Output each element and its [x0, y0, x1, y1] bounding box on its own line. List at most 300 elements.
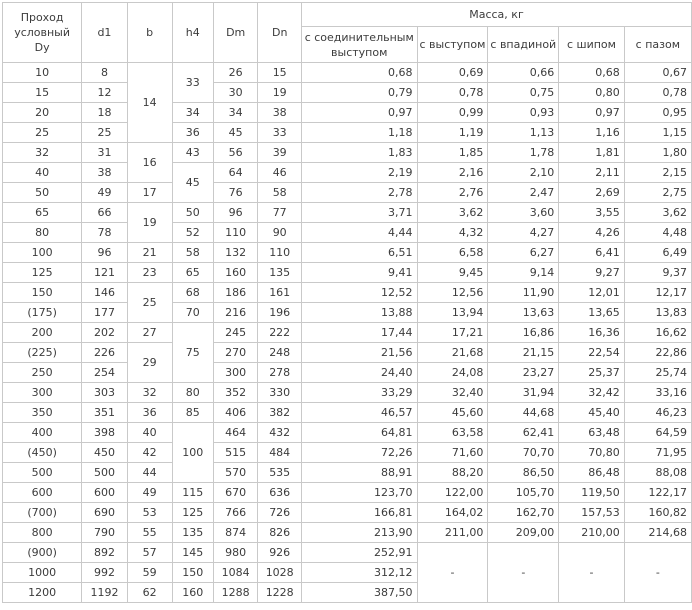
mass-cell: 4,26 — [559, 223, 625, 243]
dy-cell: 800 — [3, 523, 82, 543]
dy-cell: (700) — [3, 503, 82, 523]
dm-cell: 980 — [213, 543, 258, 563]
table-row — [3, 63, 692, 83]
mass-cell: 164,02 — [417, 503, 488, 523]
mass-cell: 312,12 — [301, 563, 417, 583]
mass-cell: 13,94 — [417, 303, 488, 323]
mass-cell: 210,00 — [559, 523, 625, 543]
dn-cell: 161 — [258, 283, 302, 303]
d1-cell: 992 — [82, 563, 127, 583]
dn-cell: 278 — [258, 363, 302, 383]
dm-cell: 30 — [213, 83, 258, 103]
dm-cell: 874 — [213, 523, 258, 543]
dn-cell: 196 — [258, 303, 302, 323]
mass-cell: 31,94 — [488, 383, 559, 403]
dy-cell: 150 — [3, 283, 82, 303]
mass-cell: 44,68 — [488, 403, 559, 423]
dy-cell: 15 — [3, 83, 82, 103]
mass-cell: 119,50 — [559, 483, 625, 503]
mass-cell: 2,10 — [488, 163, 559, 183]
b-cell: 44 — [127, 463, 172, 483]
h4-cell: 80 — [172, 383, 213, 403]
mass-cell: 46,57 — [301, 403, 417, 423]
h4-cell: 45 — [172, 163, 213, 203]
mass-cell: 6,49 — [624, 243, 691, 263]
dm-cell: 1084 — [213, 563, 258, 583]
dn-cell: 636 — [258, 483, 302, 503]
mass-cell: 0,79 — [301, 83, 417, 103]
dm-cell: 515 — [213, 443, 258, 463]
dy-cell: 65 — [3, 203, 82, 223]
mass-cell: 1,18 — [301, 123, 417, 143]
dm-cell: 570 — [213, 463, 258, 483]
mass-cell: 88,20 — [417, 463, 488, 483]
dm-cell: 160 — [213, 263, 258, 283]
dm-cell: 34 — [213, 103, 258, 123]
table-row — [3, 143, 692, 163]
h4-cell: 85 — [172, 403, 213, 423]
dy-cell: 20 — [3, 103, 82, 123]
b-cell: 19 — [127, 203, 172, 243]
dy-cell: (900) — [3, 543, 82, 563]
dn-cell: 726 — [258, 503, 302, 523]
h4-cell: 70 — [172, 303, 213, 323]
dy-cell: (175) — [3, 303, 82, 323]
d1-cell: 18 — [82, 103, 127, 123]
dm-cell: 1288 — [213, 583, 258, 603]
mass-blank-cell: - — [624, 543, 691, 603]
dy-cell: 400 — [3, 423, 82, 443]
mass-cell: 13,65 — [559, 303, 625, 323]
mass-cell: 0,97 — [559, 103, 625, 123]
mass-cell: 9,37 — [624, 263, 691, 283]
table-row — [3, 243, 692, 263]
mass-cell: 166,81 — [301, 503, 417, 523]
d1-cell: 96 — [82, 243, 127, 263]
header-mass-ledge: с выступом — [417, 27, 488, 63]
h4-cell: 50 — [172, 203, 213, 223]
dm-cell: 132 — [213, 243, 258, 263]
mass-cell: 0,93 — [488, 103, 559, 123]
table-row — [3, 123, 692, 143]
mass-cell: 64,81 — [301, 423, 417, 443]
mass-cell: 62,41 — [488, 423, 559, 443]
d1-cell: 303 — [82, 383, 127, 403]
mass-cell: 11,90 — [488, 283, 559, 303]
d1-cell: 351 — [82, 403, 127, 423]
b-cell: 32 — [127, 383, 172, 403]
d1-cell: 254 — [82, 363, 127, 383]
dy-cell: 40 — [3, 163, 82, 183]
dm-cell: 216 — [213, 303, 258, 323]
h4-cell: 68 — [172, 283, 213, 303]
header-mass-connecting-ledge: с соединительным выступом — [301, 27, 417, 63]
mass-cell: 252,91 — [301, 543, 417, 563]
mass-cell: 105,70 — [488, 483, 559, 503]
mass-cell: 71,95 — [624, 443, 691, 463]
h4-cell: 52 — [172, 223, 213, 243]
mass-cell: 2,11 — [559, 163, 625, 183]
mass-cell: 25,37 — [559, 363, 625, 383]
mass-cell: 9,41 — [301, 263, 417, 283]
b-cell: 29 — [127, 343, 172, 383]
dm-cell: 270 — [213, 343, 258, 363]
mass-cell: 32,42 — [559, 383, 625, 403]
mass-cell: 32,40 — [417, 383, 488, 403]
b-cell: 16 — [127, 143, 172, 183]
dn-cell: 484 — [258, 443, 302, 463]
mass-cell: 25,74 — [624, 363, 691, 383]
mass-cell: 33,29 — [301, 383, 417, 403]
mass-cell: 13,88 — [301, 303, 417, 323]
mass-cell: 24,40 — [301, 363, 417, 383]
mass-cell: 21,56 — [301, 343, 417, 363]
b-cell: 14 — [127, 63, 172, 143]
mass-cell: 1,81 — [559, 143, 625, 163]
dn-cell: 432 — [258, 423, 302, 443]
table-row — [3, 323, 692, 343]
table-row — [3, 423, 692, 443]
mass-blank-cell: - — [488, 543, 559, 603]
d1-cell: 121 — [82, 263, 127, 283]
mass-cell: 0,99 — [417, 103, 488, 123]
table-row — [3, 363, 692, 383]
b-cell: 21 — [127, 243, 172, 263]
mass-cell: 211,00 — [417, 523, 488, 543]
mass-cell: 213,90 — [301, 523, 417, 543]
mass-cell: 12,01 — [559, 283, 625, 303]
h4-cell: 100 — [172, 423, 213, 483]
dy-cell: 25 — [3, 123, 82, 143]
mass-cell: 9,45 — [417, 263, 488, 283]
dm-cell: 245 — [213, 323, 258, 343]
dy-cell: 32 — [3, 143, 82, 163]
table-row — [3, 383, 692, 403]
mass-cell: 16,36 — [559, 323, 625, 343]
mass-cell: 33,16 — [624, 383, 691, 403]
d1-cell: 226 — [82, 343, 127, 363]
d1-cell: 146 — [82, 283, 127, 303]
table-row — [3, 103, 692, 123]
mass-blank-cell: - — [559, 543, 625, 603]
mass-cell: 88,08 — [624, 463, 691, 483]
d1-cell: 8 — [82, 63, 127, 83]
mass-cell: 2,69 — [559, 183, 625, 203]
table-body — [3, 63, 692, 603]
b-cell: 55 — [127, 523, 172, 543]
dn-cell: 135 — [258, 263, 302, 283]
h4-cell: 33 — [172, 63, 213, 103]
h4-cell: 34 — [172, 103, 213, 123]
mass-cell: 0,67 — [624, 63, 691, 83]
mass-cell: 4,32 — [417, 223, 488, 243]
dm-cell: 670 — [213, 483, 258, 503]
mass-cell: 21,15 — [488, 343, 559, 363]
mass-cell: 387,50 — [301, 583, 417, 603]
mass-cell: 24,08 — [417, 363, 488, 383]
table-row — [3, 283, 692, 303]
d1-cell: 202 — [82, 323, 127, 343]
mass-cell: 122,17 — [624, 483, 691, 503]
dn-cell: 926 — [258, 543, 302, 563]
dn-cell: 77 — [258, 203, 302, 223]
dy-cell: 125 — [3, 263, 82, 283]
dm-cell: 56 — [213, 143, 258, 163]
mass-cell: 122,00 — [417, 483, 488, 503]
dy-cell: 80 — [3, 223, 82, 243]
mass-cell: 0,68 — [559, 63, 625, 83]
dn-cell: 46 — [258, 163, 302, 183]
b-cell: 36 — [127, 403, 172, 423]
dm-cell: 110 — [213, 223, 258, 243]
b-cell: 62 — [127, 583, 172, 603]
d1-cell: 500 — [82, 463, 127, 483]
dm-cell: 26 — [213, 63, 258, 83]
dn-cell: 535 — [258, 463, 302, 483]
mass-cell: 86,48 — [559, 463, 625, 483]
table-row — [3, 203, 692, 223]
dn-cell: 382 — [258, 403, 302, 423]
header-h4: h4 — [172, 3, 213, 63]
mass-cell: 0,69 — [417, 63, 488, 83]
header-row-top — [3, 3, 692, 27]
mass-cell: 4,48 — [624, 223, 691, 243]
mass-blank-cell: - — [417, 543, 488, 603]
dy-cell: 100 — [3, 243, 82, 263]
dm-cell: 96 — [213, 203, 258, 223]
mass-cell: 6,27 — [488, 243, 559, 263]
table-row — [3, 83, 692, 103]
mass-cell: 0,78 — [624, 83, 691, 103]
mass-cell: 214,68 — [624, 523, 691, 543]
d1-cell: 25 — [82, 123, 127, 143]
mass-cell: 162,70 — [488, 503, 559, 523]
mass-cell: 1,78 — [488, 143, 559, 163]
mass-cell: 9,14 — [488, 263, 559, 283]
table-row — [3, 403, 692, 423]
dm-cell: 352 — [213, 383, 258, 403]
h4-cell: 145 — [172, 543, 213, 563]
table-row — [3, 463, 692, 483]
table-row — [3, 523, 692, 543]
dm-cell: 464 — [213, 423, 258, 443]
mass-cell: 17,21 — [417, 323, 488, 343]
dy-cell: 1000 — [3, 563, 82, 583]
mass-cell: 3,55 — [559, 203, 625, 223]
dn-cell: 19 — [258, 83, 302, 103]
mass-cell: 12,17 — [624, 283, 691, 303]
table-row — [3, 303, 692, 323]
h4-cell: 115 — [172, 483, 213, 503]
mass-cell: 2,47 — [488, 183, 559, 203]
mass-cell: 4,44 — [301, 223, 417, 243]
mass-cell: 1,13 — [488, 123, 559, 143]
dm-cell: 45 — [213, 123, 258, 143]
mass-cell: 2,75 — [624, 183, 691, 203]
mass-cell: 3,62 — [624, 203, 691, 223]
mass-cell: 0,78 — [417, 83, 488, 103]
h4-cell: 43 — [172, 143, 213, 163]
mass-cell: 1,19 — [417, 123, 488, 143]
table-row — [3, 503, 692, 523]
table-row — [3, 443, 692, 463]
mass-cell: 13,63 — [488, 303, 559, 323]
b-cell: 59 — [127, 563, 172, 583]
d1-cell: 78 — [82, 223, 127, 243]
mass-cell: 1,16 — [559, 123, 625, 143]
mass-cell: 157,53 — [559, 503, 625, 523]
table-row — [3, 223, 692, 243]
mass-cell: 3,60 — [488, 203, 559, 223]
mass-cell: 45,60 — [417, 403, 488, 423]
mass-cell: 209,00 — [488, 523, 559, 543]
dy-cell: 350 — [3, 403, 82, 423]
mass-cell: 9,27 — [559, 263, 625, 283]
mass-cell: 86,50 — [488, 463, 559, 483]
mass-cell: 46,23 — [624, 403, 691, 423]
b-cell: 27 — [127, 323, 172, 343]
dn-cell: 1228 — [258, 583, 302, 603]
dn-cell: 826 — [258, 523, 302, 543]
dn-cell: 38 — [258, 103, 302, 123]
mass-cell: 72,26 — [301, 443, 417, 463]
b-cell: 23 — [127, 263, 172, 283]
header-mass-groove: с пазом — [624, 27, 691, 63]
dm-cell: 76 — [213, 183, 258, 203]
d1-cell: 12 — [82, 83, 127, 103]
mass-cell: 1,83 — [301, 143, 417, 163]
d1-cell: 892 — [82, 543, 127, 563]
mass-cell: 2,15 — [624, 163, 691, 183]
d1-cell: 49 — [82, 183, 127, 203]
dy-cell: 200 — [3, 323, 82, 343]
mass-cell: 63,48 — [559, 423, 625, 443]
dn-cell: 248 — [258, 343, 302, 363]
dn-cell: 39 — [258, 143, 302, 163]
mass-cell: 1,15 — [624, 123, 691, 143]
dy-cell: 250 — [3, 363, 82, 383]
mass-cell: 70,70 — [488, 443, 559, 463]
dn-cell: 110 — [258, 243, 302, 263]
dy-cell: 600 — [3, 483, 82, 503]
dy-cell: 300 — [3, 383, 82, 403]
b-cell: 25 — [127, 283, 172, 323]
mass-cell: 6,41 — [559, 243, 625, 263]
mass-cell: 1,85 — [417, 143, 488, 163]
mass-cell: 23,27 — [488, 363, 559, 383]
mass-cell: 2,19 — [301, 163, 417, 183]
dm-cell: 186 — [213, 283, 258, 303]
mass-cell: 0,68 — [301, 63, 417, 83]
h4-cell: 160 — [172, 583, 213, 603]
header-dm: Dm — [213, 3, 258, 63]
dn-cell: 15 — [258, 63, 302, 83]
h4-cell: 150 — [172, 563, 213, 583]
h4-cell: 58 — [172, 243, 213, 263]
mass-cell: 1,80 — [624, 143, 691, 163]
d1-cell: 177 — [82, 303, 127, 323]
mass-cell: 2,16 — [417, 163, 488, 183]
d1-cell: 1192 — [82, 583, 127, 603]
header-dn: Dn — [258, 3, 302, 63]
mass-cell: 16,62 — [624, 323, 691, 343]
dm-cell: 300 — [213, 363, 258, 383]
table-row — [3, 343, 692, 363]
table-row — [3, 183, 692, 203]
mass-cell: 0,97 — [301, 103, 417, 123]
dn-cell: 1028 — [258, 563, 302, 583]
mass-cell: 71,60 — [417, 443, 488, 463]
dm-cell: 406 — [213, 403, 258, 423]
d1-cell: 690 — [82, 503, 127, 523]
h4-cell: 135 — [172, 523, 213, 543]
mass-cell: 3,71 — [301, 203, 417, 223]
dy-cell: 10 — [3, 63, 82, 83]
b-cell: 42 — [127, 443, 172, 463]
dy-cell: (225) — [3, 343, 82, 363]
d1-cell: 31 — [82, 143, 127, 163]
mass-cell: 0,66 — [488, 63, 559, 83]
table-row — [3, 483, 692, 503]
d1-cell: 398 — [82, 423, 127, 443]
dn-cell: 33 — [258, 123, 302, 143]
header-dy: Проход условный Dy — [3, 3, 82, 63]
mass-cell: 4,27 — [488, 223, 559, 243]
dy-cell: 1200 — [3, 583, 82, 603]
mass-cell: 22,86 — [624, 343, 691, 363]
mass-cell: 16,86 — [488, 323, 559, 343]
table-row — [3, 543, 692, 563]
b-cell: 53 — [127, 503, 172, 523]
d1-cell: 38 — [82, 163, 127, 183]
d1-cell: 450 — [82, 443, 127, 463]
header-mass-recess: с впадиной — [488, 27, 559, 63]
mass-cell: 45,40 — [559, 403, 625, 423]
mass-cell: 0,95 — [624, 103, 691, 123]
mass-cell: 12,56 — [417, 283, 488, 303]
mass-cell: 70,80 — [559, 443, 625, 463]
mass-cell: 22,54 — [559, 343, 625, 363]
dn-cell: 330 — [258, 383, 302, 403]
mass-cell: 160,82 — [624, 503, 691, 523]
mass-cell: 12,52 — [301, 283, 417, 303]
b-cell: 49 — [127, 483, 172, 503]
table-row — [3, 263, 692, 283]
mass-cell: 2,76 — [417, 183, 488, 203]
dn-cell: 222 — [258, 323, 302, 343]
header-b: b — [127, 3, 172, 63]
dn-cell: 58 — [258, 183, 302, 203]
mass-cell: 6,51 — [301, 243, 417, 263]
mass-cell: 88,91 — [301, 463, 417, 483]
mass-cell: 6,58 — [417, 243, 488, 263]
mass-cell: 3,62 — [417, 203, 488, 223]
header-d1: d1 — [82, 3, 127, 63]
b-cell: 40 — [127, 423, 172, 443]
mass-cell: 0,75 — [488, 83, 559, 103]
mass-cell: 17,44 — [301, 323, 417, 343]
dm-cell: 766 — [213, 503, 258, 523]
mass-cell: 63,58 — [417, 423, 488, 443]
d1-cell: 66 — [82, 203, 127, 223]
mass-cell: 64,59 — [624, 423, 691, 443]
h4-cell: 75 — [172, 323, 213, 383]
dy-cell: 50 — [3, 183, 82, 203]
b-cell: 17 — [127, 183, 172, 203]
dm-cell: 64 — [213, 163, 258, 183]
dy-cell: 500 — [3, 463, 82, 483]
mass-cell: 2,78 — [301, 183, 417, 203]
